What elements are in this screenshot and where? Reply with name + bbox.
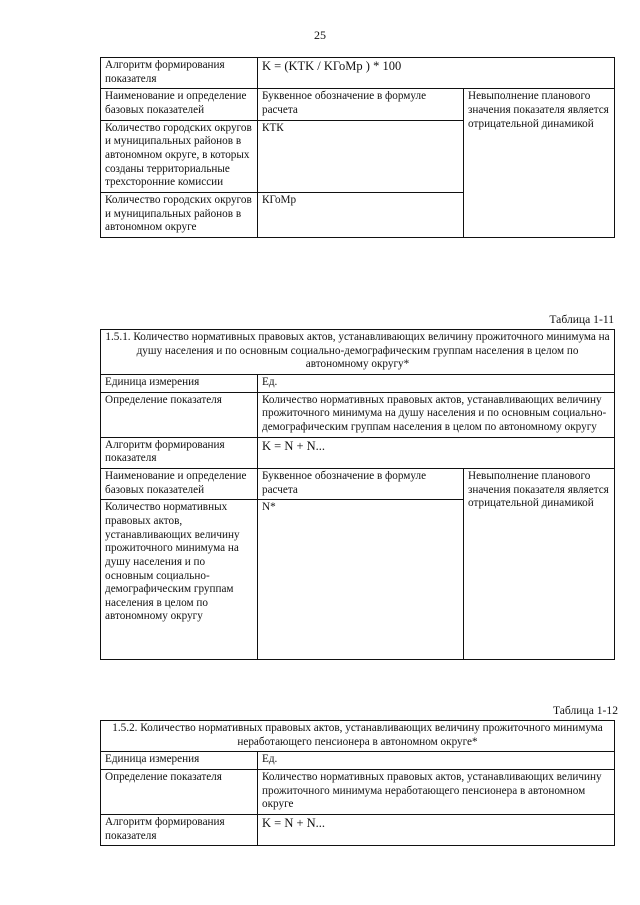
definition-value: Количество нормативных правовых актов, устанавливающих величину прожиточного минимума неработающего пенсионера в автономном округе — [258, 769, 615, 814]
algorithm-formula: K = N + N... — [258, 814, 615, 845]
base-indicator-symbol: N* — [258, 500, 464, 660]
table-row — [101, 769, 615, 814]
symbol-header: Буквенное обозначение в формуле расчета — [258, 468, 464, 499]
table-title-row — [101, 330, 615, 375]
indicator-title: 1.5.2. Количество нормативных правовых актов, устанавливающих величину прожиточного минимума неработающего пенсионера в автономном округе* — [101, 721, 615, 752]
algorithm-label: Алгоритм формирования показателя — [101, 814, 258, 845]
table-row — [101, 374, 615, 392]
definition-label: Определение показателя — [101, 392, 258, 437]
definition-value: Количество нормативных правовых актов, устанавливающих величину прожиточного минимума на душу населения и по основным социально-демографическим группам населения в целом по автономному округу — [258, 392, 615, 437]
table-row — [101, 437, 615, 468]
base-indicator-name: Количество городских округов и муниципальных районов в автономном округе — [101, 192, 258, 237]
table-row — [101, 752, 615, 770]
symbol-header: Буквенное обозначение в формуле расчета — [258, 89, 464, 120]
table-row — [101, 468, 615, 499]
algorithm-formula: K = N + N... — [258, 437, 615, 468]
base-indicators-label: Наименование и определение базовых показателей — [101, 89, 258, 120]
base-indicators-label: Наименование и определение базовых показателей — [101, 468, 258, 499]
table-row — [101, 89, 615, 120]
indicator-table-1-12 — [100, 720, 615, 846]
unit-value: Ед. — [258, 374, 615, 392]
base-indicator-name: Количество городских округов и муниципальных районов в автономном округе, в которых созданы территориальные трехсторонние комиссии — [101, 120, 258, 192]
algorithm-label: Алгоритм формирования показателя — [101, 58, 258, 89]
table-caption: Таблица 1-11 — [549, 313, 614, 326]
indicator-table-1-11 — [100, 329, 615, 660]
dynamics-note: Невыполнение планового значения показателя является отрицательной динамикой — [464, 89, 615, 238]
table-row — [101, 814, 615, 845]
unit-value: Ед. — [258, 752, 615, 770]
algorithm-label: Алгоритм формирования показателя — [101, 437, 258, 468]
definition-label: Определение показателя — [101, 769, 258, 814]
table-caption: Таблица 1-12 — [552, 704, 618, 717]
indicator-title: 1.5.1. Количество нормативных правовых актов, устанавливающих величину прожиточного минимума на душу населения и по основным социально-демографическим группам населения в целом по автономному округу* — [101, 330, 615, 375]
unit-label: Единица измерения — [101, 374, 258, 392]
table-title-row — [101, 721, 615, 752]
unit-label: Единица измерения — [101, 752, 258, 770]
base-indicator-name: Количество нормативных правовых актов, устанавливающих величину прожиточного минимума на душу населения и по основным социально-демографическим группам населения в целом по автономному округу — [101, 500, 258, 660]
algorithm-formula: K = (KTK / KГоМр ) * 100 — [258, 58, 615, 89]
base-indicator-symbol: КГоМр — [258, 192, 464, 237]
base-indicator-symbol: КТК — [258, 120, 464, 192]
indicator-table-continued — [100, 57, 615, 238]
table-row — [101, 392, 615, 437]
table-row — [101, 58, 615, 89]
page-number: 25 — [314, 28, 326, 42]
dynamics-note: Невыполнение планового значения показателя является отрицательной динамикой — [464, 468, 615, 659]
